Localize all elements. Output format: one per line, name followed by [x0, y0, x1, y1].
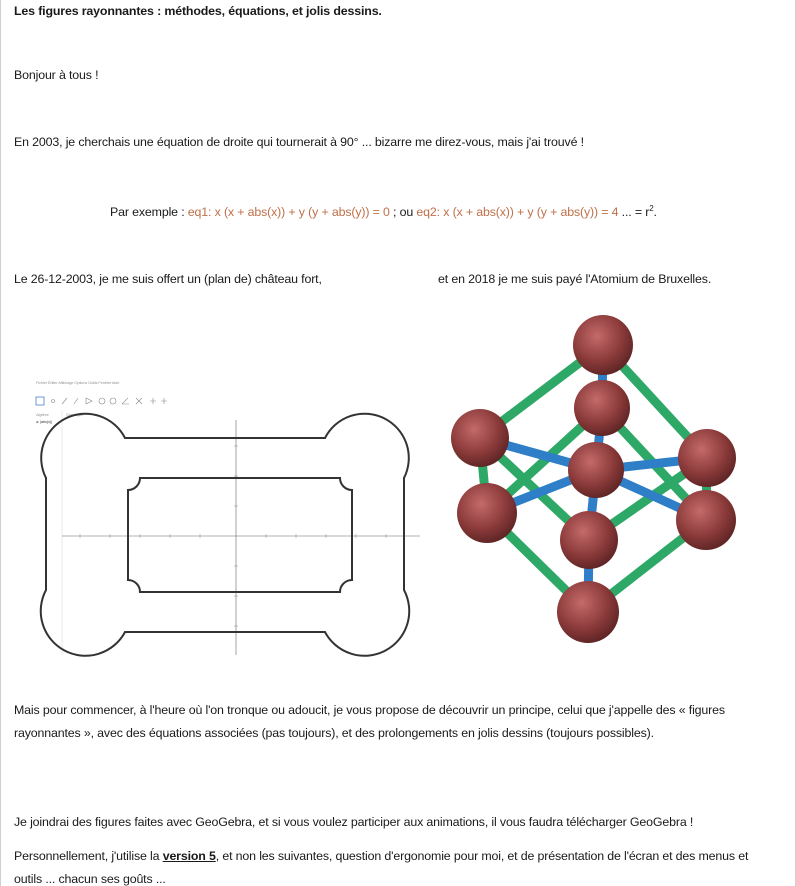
example-prefix: Par exemple : [110, 205, 188, 220]
version-before: Personnellement, j'utilise la [14, 849, 163, 863]
sphere [573, 315, 633, 375]
sphere [676, 490, 736, 550]
example-suffix: ... = r [618, 205, 650, 220]
sphere [557, 581, 619, 643]
page-title: Les figures rayonnantes : méthodes, équations, et jolis dessins. [14, 4, 382, 18]
castle-figure [0, 360, 430, 660]
geogebra-menu: Fichier Éditer Affichage Options Outils Fenêtre Aide [36, 380, 120, 385]
castle-outer-curve [41, 414, 409, 656]
exponent: 2 [649, 204, 654, 213]
axes [62, 420, 420, 655]
intro-text: En 2003, je cherchais une équation de droite qui tournerait à 90° ... bizarre me direz-vous, mais j'ai trouvé ! [14, 135, 584, 149]
caption-atomium: et en 2018 je me suis payé l'Atomium de Bruxelles. [438, 272, 712, 286]
sphere [678, 429, 736, 487]
version-after: , et non les suivantes, question d'ergonomie pour moi, et de présentation de l'écran et des menus et outils ... chacun ses goûts ... [14, 849, 749, 886]
algebra-object: a: |abs(x)| [36, 419, 52, 424]
sphere [457, 483, 517, 543]
atomium-figure [440, 310, 740, 650]
sphere [568, 442, 624, 498]
toolbar-icons [52, 398, 168, 404]
greeting: Bonjour à tous ! [14, 68, 99, 82]
castle-inner-curve [128, 478, 352, 592]
example-end: . [653, 205, 657, 220]
graphics-label: Graphique [66, 412, 84, 417]
paragraph-principle: Mais pour commencer, à l'heure où l'on tronque ou adoucit, je vous propose de découvrir un principe, celui que j'appelle des « figures rayonnantes », avec des équations associées (pas toujours), et des prolongements en jolis dessins (toujours possibles). [14, 703, 725, 740]
paragraph-geogebra: Je joindrai des figures faites avec GeoGebra, et si vous voulez participer aux animations, il vous faudra télécharger GeoGebra ! [14, 815, 694, 829]
version-5-link[interactable]: version 5 [162, 849, 216, 863]
example-line [110, 204, 657, 219]
sphere [574, 380, 630, 436]
paragraph-version [14, 845, 774, 886]
equation-1: eq1: x (x + abs(x)) + y (y + abs(y)) = 0 [187, 205, 390, 220]
atomium-spheres [451, 315, 736, 643]
sphere [451, 409, 509, 467]
caption-castle: Le 26-12-2003, je me suis offert un (plan de) château fort, [14, 272, 322, 286]
sphere [560, 511, 618, 569]
example-middle: ; ou [389, 205, 417, 220]
algebra-label: Algèbre [36, 412, 49, 417]
move-tool-icon [36, 397, 44, 405]
equation-2: eq2: x (x + abs(x)) + y (y + abs(y)) = 4 [416, 205, 619, 220]
